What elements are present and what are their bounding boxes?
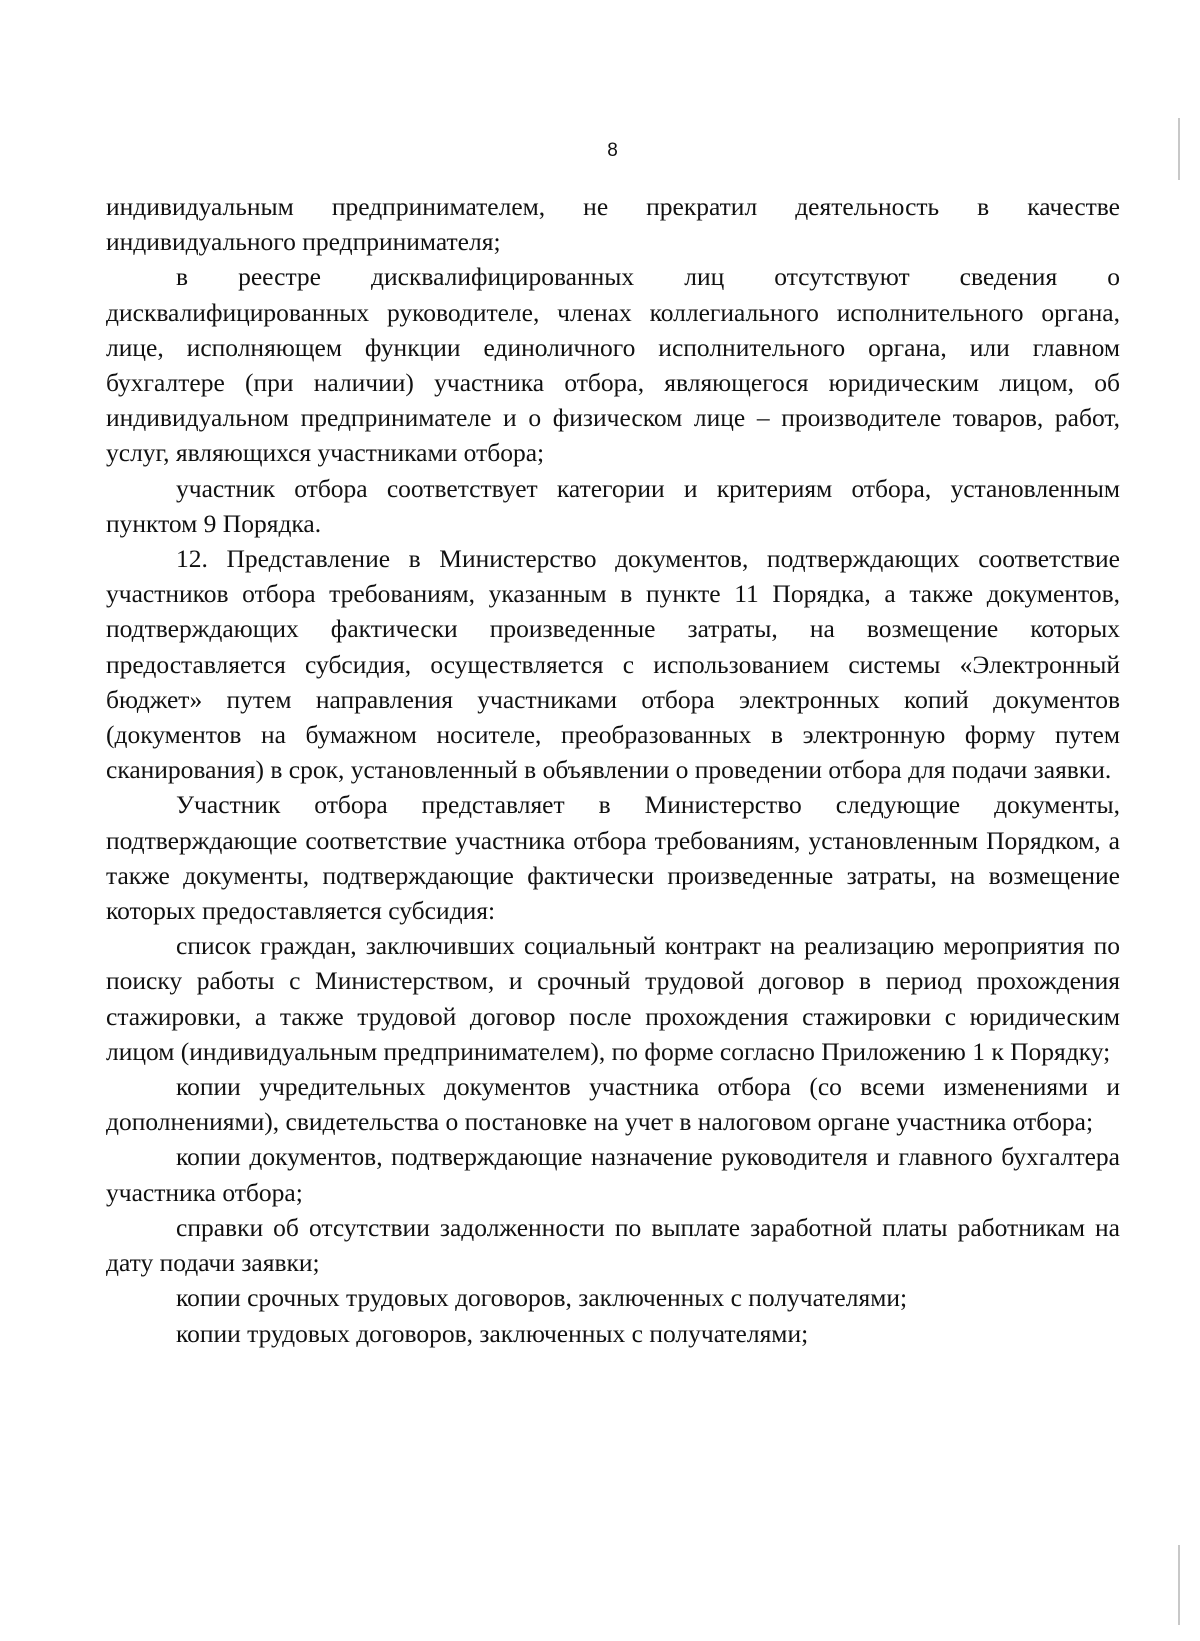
paragraph: в реестре дисквалифицированных лиц отсутствуют сведения о дисквалифицированных руководителе, членах коллегиального исполнительного органа, лице, исполняющем функции единоличного исполнительного органа, или главном бухгалтере (при наличии) участника отбора, являющегося юридическим лицом, об индивидуальном предпринимателе и о физическом лице – производителе товаров, работ, услуг, являющихся участниками отбора; bbox=[106, 262, 1120, 468]
paragraph: копии документов, подтверждающие назначение руководителя и главного бухгалтера участника отбора; bbox=[106, 1142, 1120, 1207]
paragraph: 12. Представление в Министерство документов, подтверждающих соответствие участников отбора требованиям, указанным в пункте 11 Порядка, а также документов, подтверждающих фактически произведенные затраты, на возмещение которых предоставляется субсидия, осуществляется с использованием системы «Электронный бюджет» путем направления участниками отбора электронных копий документов (документов на бумажном носителе, преобразованных в электронную форму путем сканирования) в срок, установленный в объявлении о проведении отбора для подачи заявки. bbox=[106, 544, 1120, 785]
page-number: 8 bbox=[607, 140, 618, 161]
paragraph: Участник отбора представляет в Министерство следующие документы, подтверждающие соответствие участника отбора требованиям, установленным Порядком, а также документы, подтверждающие фактически произведенные затраты, на возмещение которых предоставляется субсидия: bbox=[106, 790, 1120, 926]
document-body bbox=[106, 189, 1120, 1351]
paragraph: список граждан, заключивших социальный контракт на реализацию мероприятия по поиску работы с Министерством, и срочный трудовой договор в период прохождения стажировки, а также трудовой договор после прохождения стажировки с юридическим лицом (индивидуальным предпринимателем), по форме согласно Приложению 1 к Порядку; bbox=[106, 931, 1120, 1066]
paragraph: копии срочных трудовых договоров, заключенных с получателями; bbox=[176, 1283, 908, 1313]
paragraph: копии трудовых договоров, заключенных с получателями; bbox=[176, 1318, 809, 1348]
paragraph: справки об отсутствии задолженности по выплате заработной платы работникам на дату подачи заявки; bbox=[106, 1212, 1120, 1278]
scan-edge-mark bbox=[1178, 1545, 1180, 1625]
paragraph: индивидуальным предпринимателем, не прекратил деятельность в качестве индивидуального предпринимателя; bbox=[106, 192, 1120, 257]
paragraph: копии учредительных документов участника отбора (со всеми изменениями и дополнениями), свидетельства о постановке на учет в налоговом органе участника отбора; bbox=[106, 1072, 1120, 1137]
paragraph: участник отбора соответствует категории и критериям отбора, установленным пунктом 9 Порядка. bbox=[106, 473, 1120, 538]
